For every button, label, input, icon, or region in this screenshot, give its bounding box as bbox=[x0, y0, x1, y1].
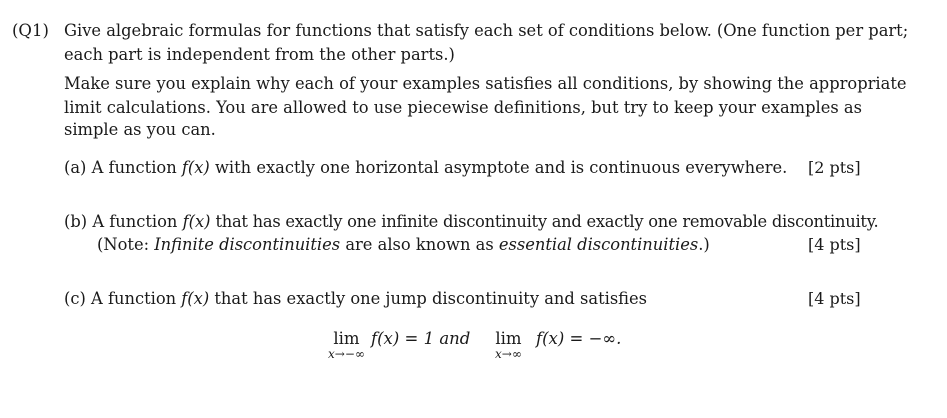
part-c-text bbox=[64, 287, 647, 311]
part-b-func: f(x) bbox=[182, 212, 211, 231]
part-b-note-term2: essential discontinuities bbox=[498, 235, 699, 254]
limit-2 bbox=[495, 330, 522, 360]
part-b-pre: A function bbox=[92, 212, 183, 231]
part-b-note-term1: Infinite discontinuities bbox=[154, 235, 341, 254]
part-c-label: (c) bbox=[64, 289, 86, 308]
part-a-pre: A function bbox=[91, 158, 182, 177]
question-intro-line1: Give algebraic formulas for functions that satisfy each set of conditions below. (One function per part; bbox=[64, 21, 909, 40]
part-b-note-pre: (Note: bbox=[97, 235, 155, 254]
part-b-note bbox=[97, 233, 710, 257]
part-a-text bbox=[64, 156, 787, 180]
limit-2-word: lim bbox=[495, 329, 522, 348]
question-label: (Q1) bbox=[12, 21, 49, 40]
limit-1-expr-text: f(x) = 1 and bbox=[371, 329, 471, 348]
limit-1 bbox=[328, 330, 365, 360]
part-c-func: f(x) bbox=[181, 289, 210, 308]
part-c-points: [4 pts] bbox=[808, 289, 861, 308]
limit-2-expression bbox=[536, 330, 621, 348]
part-b-points: [4 pts] bbox=[808, 235, 861, 254]
limit-2-subscript: x→∞ bbox=[495, 347, 522, 361]
question-intro-line2: each part is independent from the other parts.) bbox=[64, 45, 455, 64]
instructions-line3: simple as you can. bbox=[64, 120, 216, 139]
part-a-label: (a) bbox=[64, 158, 87, 177]
limit-2-expr-text: f(x) = −∞. bbox=[536, 329, 622, 348]
part-b-post: that has exactly one infinite discontinuity and exactly one removable discontinuity. bbox=[210, 212, 879, 231]
part-b-text bbox=[64, 210, 878, 234]
part-b-label: (b) bbox=[64, 212, 88, 231]
limit-1-subscript: x→−∞ bbox=[328, 347, 365, 361]
limit-1-word: lim bbox=[333, 329, 360, 348]
part-a-func: f(x) bbox=[181, 158, 210, 177]
instructions-line1: Make sure you explain why each of your examples satisfies all conditions, by showing the appropriate bbox=[64, 74, 907, 93]
part-a-post: with exactly one horizontal asymptote and is continuous everywhere. bbox=[209, 158, 788, 177]
part-b-note-mid: are also known as bbox=[340, 235, 499, 254]
limit-1-expression bbox=[371, 330, 470, 348]
instructions-line2: limit calculations. You are allowed to use piecewise definitions, but try to keep your examples as bbox=[64, 98, 862, 117]
part-c-post: that has exactly one jump discontinuity and satisfies bbox=[209, 289, 648, 308]
part-c-pre: A function bbox=[91, 289, 182, 308]
part-b-note-post: .) bbox=[698, 235, 710, 254]
part-a-points: [2 pts] bbox=[808, 158, 861, 177]
